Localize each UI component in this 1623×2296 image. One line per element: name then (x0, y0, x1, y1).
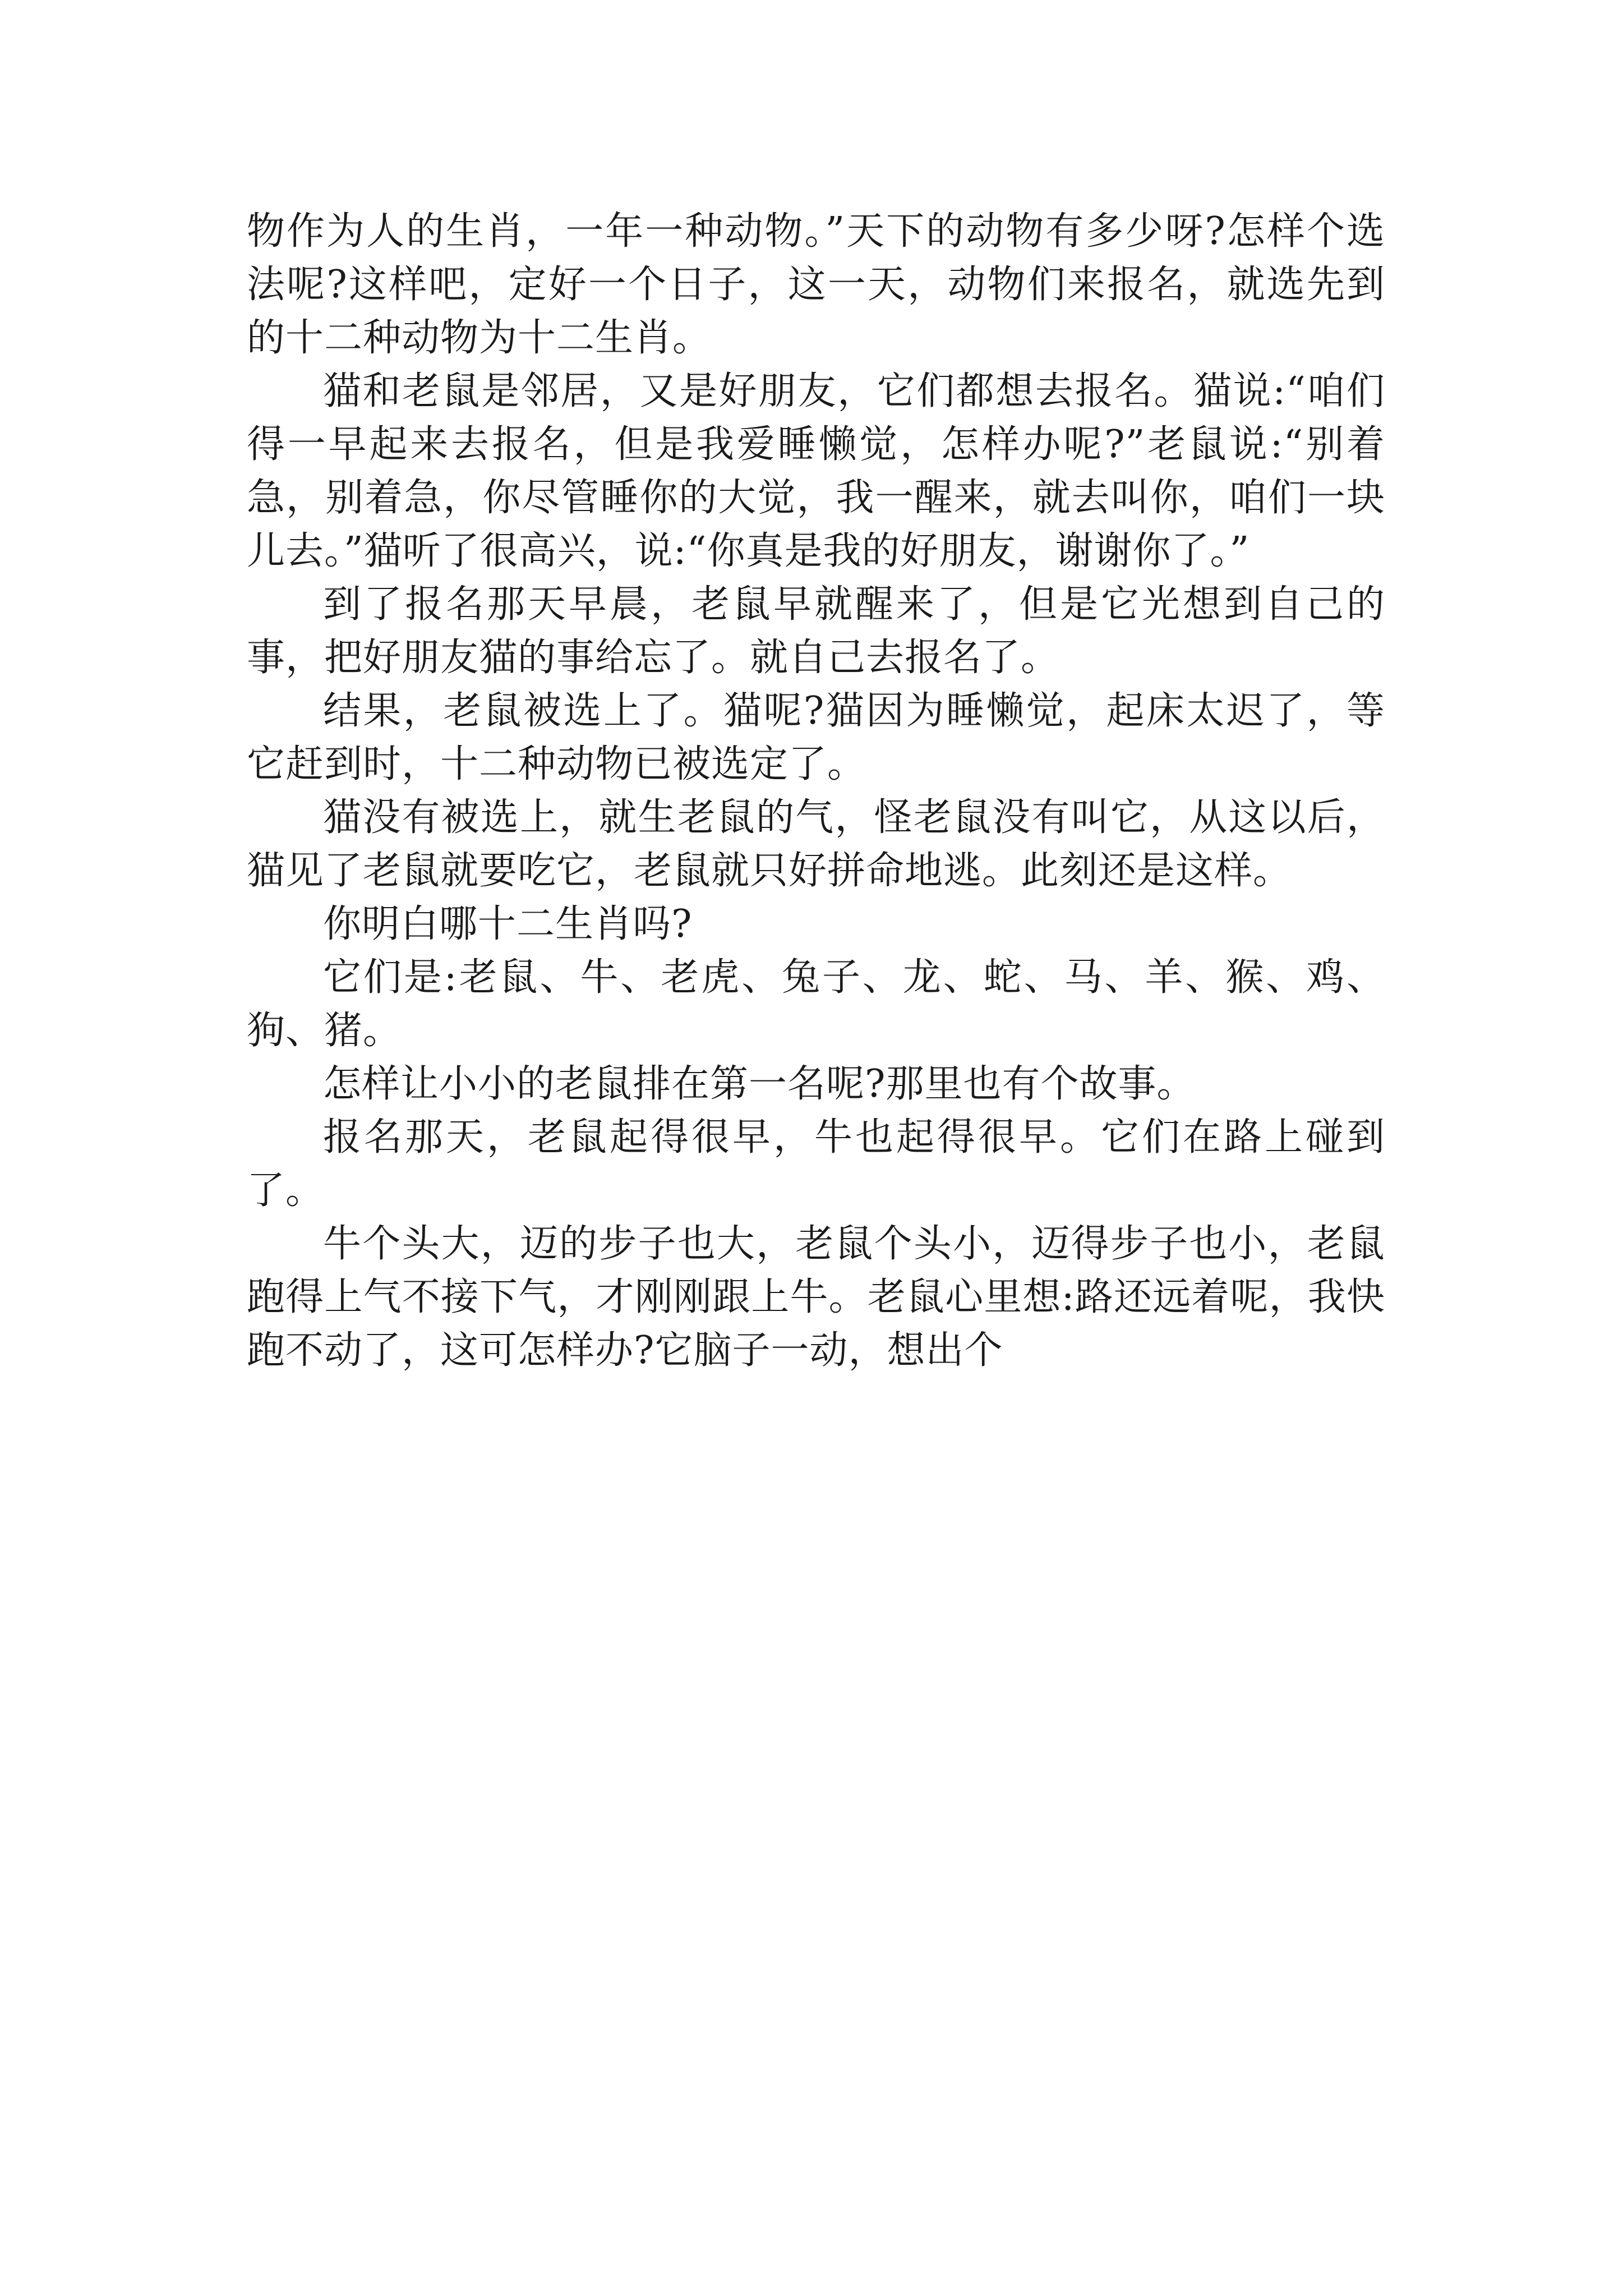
paragraph-1: 物作为人的生肖，一年一种动物。”天下的动物有多少呀?怎样个选法呢?这样吧，定好一个日子，这一天，动物们来报名，就选先到的十二种动物为十二生肖。 (247, 209, 1385, 360)
paragraph-8: 怎样让小小的老鼠排在第一名呢?那里也有个故事。 (323, 1062, 1196, 1106)
paragraph-2: 猫和老鼠是邻居，又是好朋友，它们都想去报名。猫说:“咱们得一早起来去报名，但是我爱睡懒觉，怎样办呢?”老鼠说:“别着急，别着急，你尽管睡你的大觉，我一醒来，就去叫你，咱们一块儿去。”猫听了很高兴，说:“你真是我的好朋友，谢谢你了。” (247, 369, 1385, 573)
paragraph-10: 牛个头大，迈的步子也大，老鼠个头小，迈得步子也小，老鼠跑得上气不接下气，才刚刚跟上牛。老鼠心里想:路还远着呢，我快跑不动了，这可怎样办?它脑子一动，想出个 (247, 1222, 1385, 1373)
paragraph-3: 到了报名那天早晨，老鼠早就醒来了，但是它光想到自己的事，把好朋友猫的事给忘了。就自己去报名了。 (247, 582, 1385, 680)
paragraph-4: 结果，老鼠被选上了。猫呢?猫因为睡懒觉，起床太迟了，等它赶到时，十二种动物已被选定了。 (247, 689, 1385, 786)
paragraph-6: 你明白哪十二生肖吗? (323, 902, 693, 946)
document-body (247, 205, 1385, 1377)
paragraph-9: 报名那天，老鼠起得很早，牛也起得很早。它们在路上碰到了。 (247, 1115, 1385, 1213)
paragraph-5: 猫没有被选上，就生老鼠的气，怪老鼠没有叫它，从这以后，猫见了老鼠就要吃它，老鼠就只好拼命地逃。此刻还是这样。 (247, 795, 1385, 893)
paragraph-7: 它们是:老鼠、牛、老虎、兔子、龙、蛇、马、羊、猴、鸡、狗、猪。 (247, 955, 1385, 1053)
